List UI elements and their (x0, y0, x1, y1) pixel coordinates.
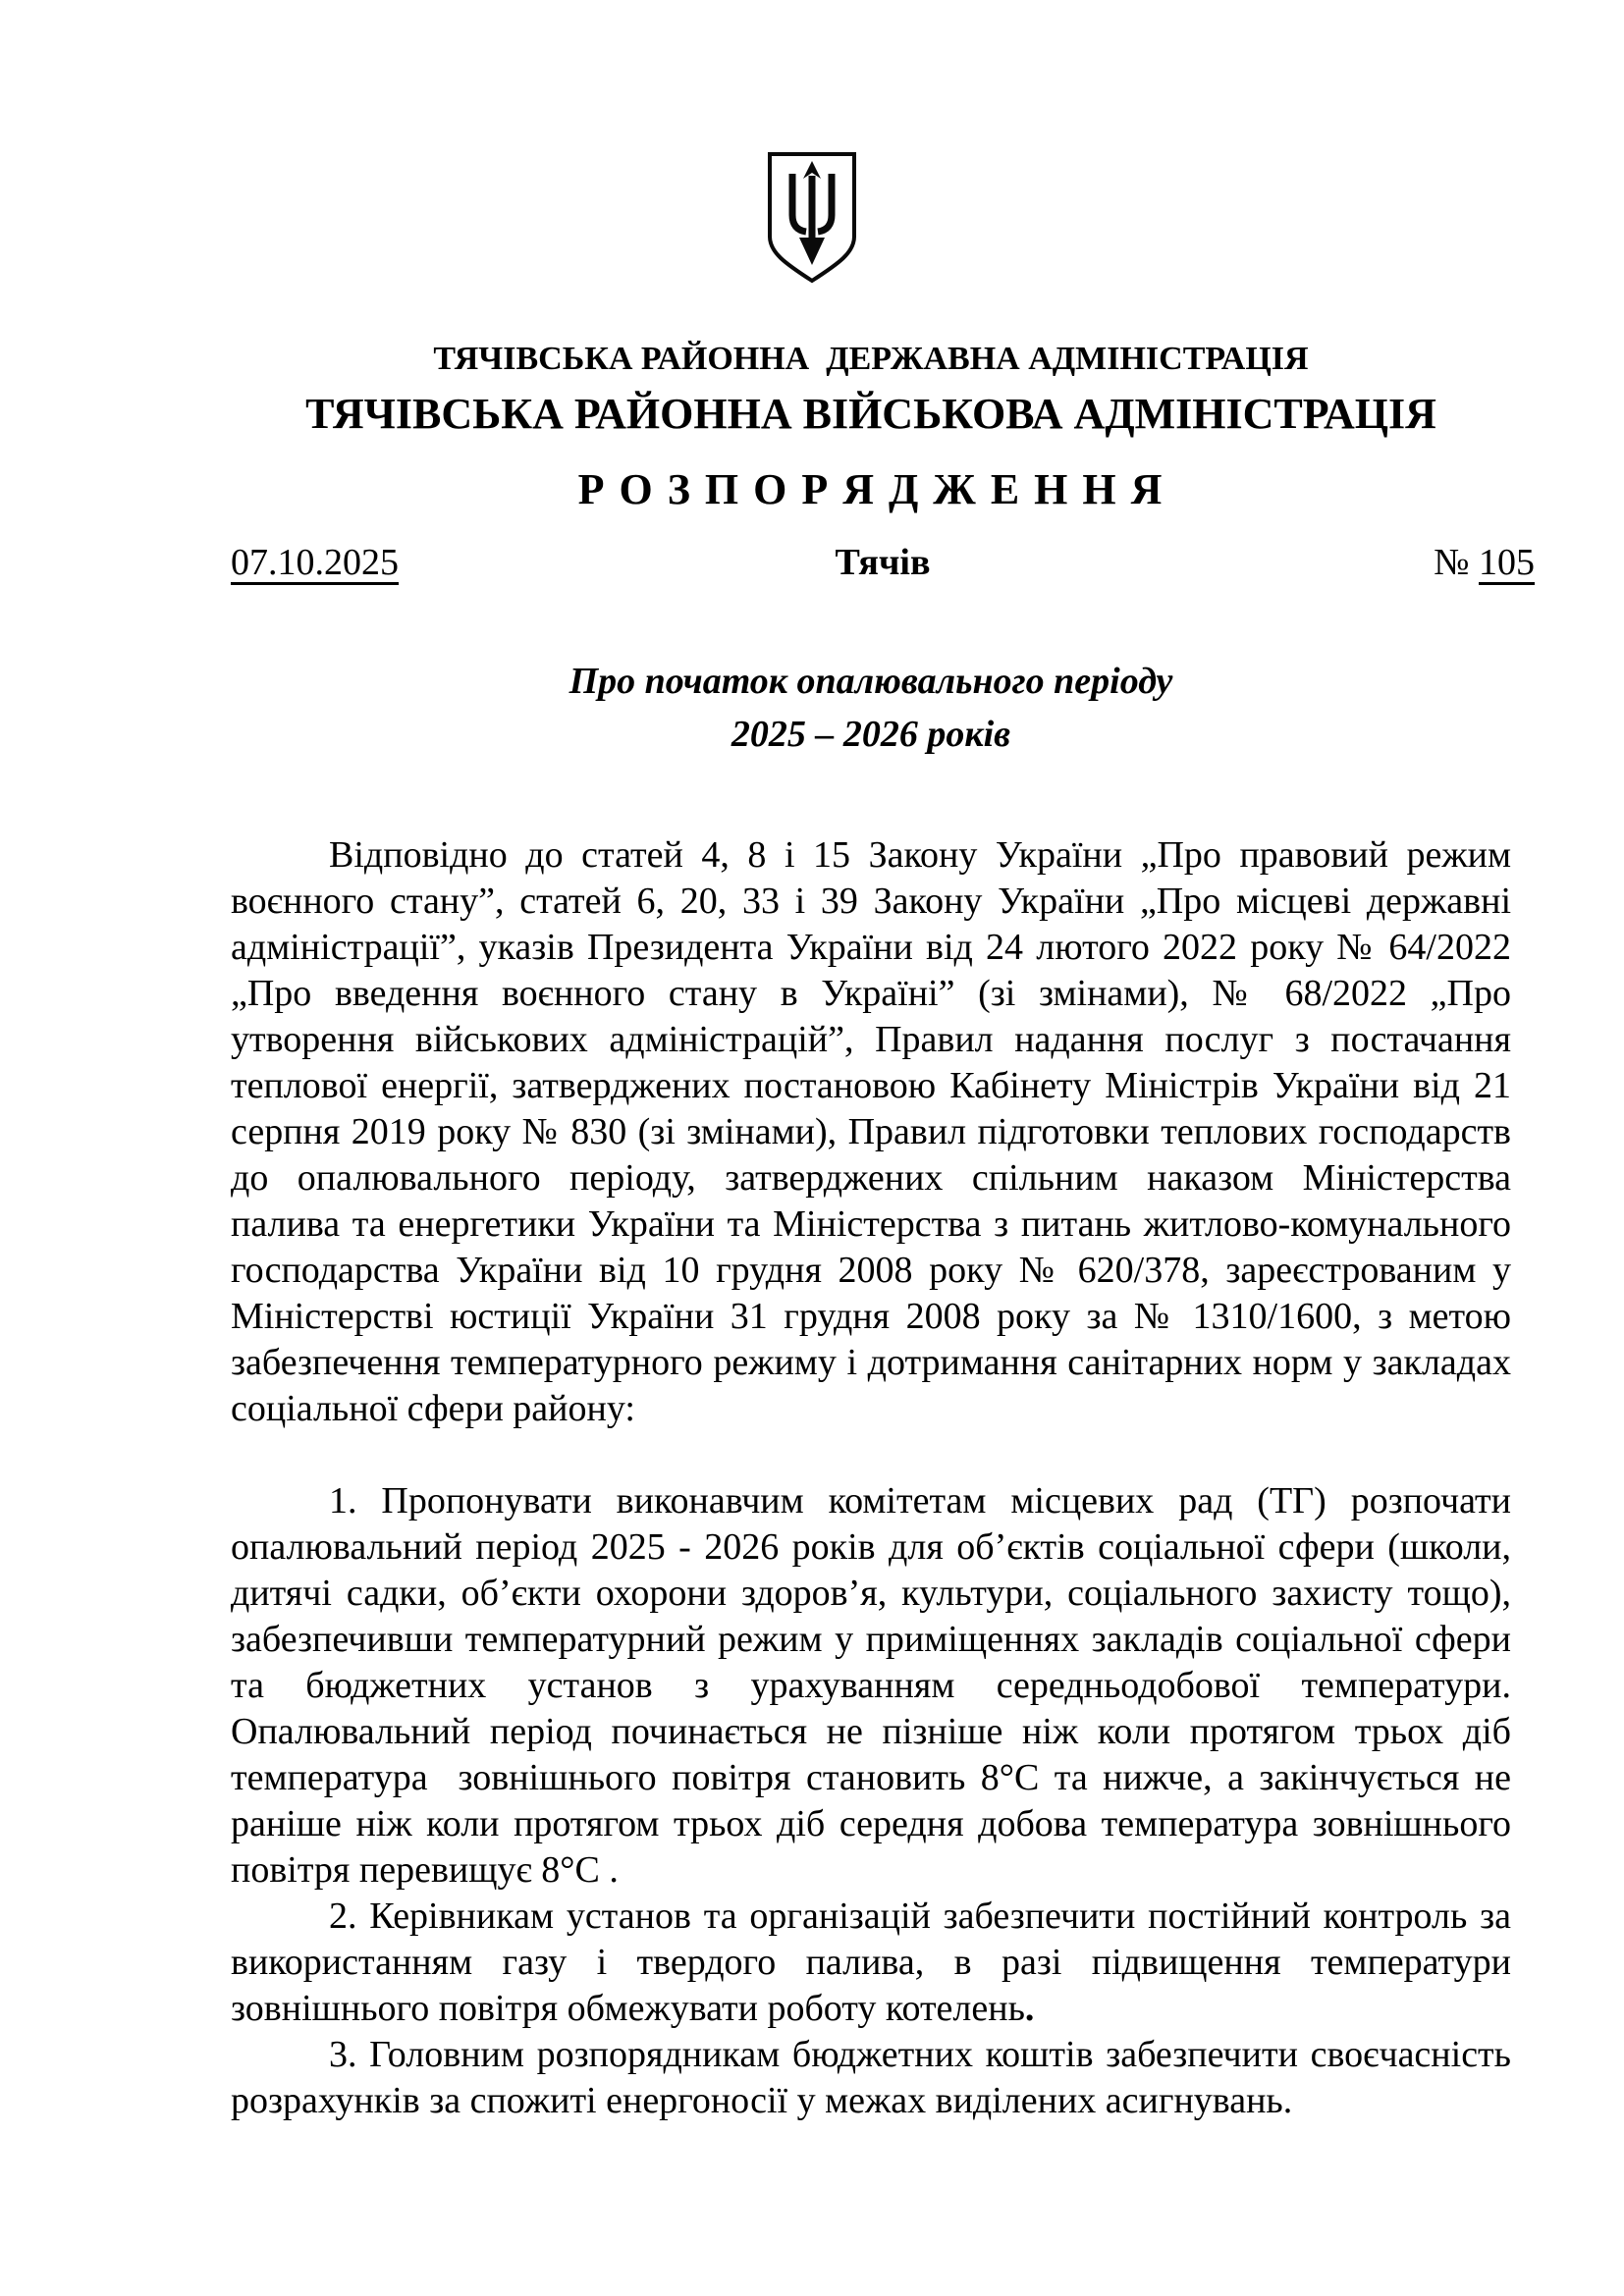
number-value: 105 (1479, 542, 1536, 583)
date-value: 07.10.2025 (231, 542, 399, 583)
org-name-military-administration: ТЯЧІВСЬКА РАЙОННА ВІЙСЬКОВА АДМІНІСТРАЦІЯ (305, 390, 1436, 438)
document-place: Тячів (835, 542, 931, 583)
document-date (231, 539, 666, 586)
subject-line-1: Про початок опалювального періоду (568, 661, 1173, 702)
emblem-container (0, 0, 1624, 290)
paragraph-item-2 (231, 1894, 1521, 2032)
document-type-heading: Р О З П О Р Я Д Ж Е Н Н Я (577, 465, 1164, 513)
meta-row (0, 539, 1624, 586)
org-name-state-administration: ТЯЧІВСЬКА РАЙОННА ДЕРЖАВНА АДМІНІСТРАЦІЯ (433, 341, 1309, 377)
document-subject (231, 655, 1511, 761)
paragraph-item-1: 1. Пропонувати виконавчим комітетам місцевих рад (ТГ) розпочати опалювальний період 2025 - 2026 років для об’єктів соціальної сфери (школи, дитячі садки, об’єкти охорони здоров’я, культури, соціального захисту тощо), забезпечивши температурний режим у приміщеннях закладів соціальної сфери та бюджетних установ з урахуванням середньодобової температури. Опалювальний період починається не пізніше ніж коли протягом трьох діб температура зовнішнього повітря становить 8°С та нижче, а закінчується не раніше ніж коли протягом трьох діб середня добова температура зовнішнього повітря перевищує 8°С . (231, 1480, 1521, 1891)
paragraph-item-3: 3. Головним розпорядникам бюджетних коштів забезпечити своєчасність розрахунків за спожиті енергоносії у межах виділених асигнувань. (231, 2034, 1521, 2121)
paragraph-item-2-bold-period: . (1024, 1988, 1035, 2029)
document-body (0, 655, 1624, 2124)
paragraph-item-2-text: 2. Керівникам установ та організацій забезпечити постійний контроль за використанням газу і твердого палива, в разі підвищення температури зовнішнього повітря обмежувати роботу котелень (231, 1896, 1521, 2029)
document-content (0, 339, 1624, 514)
ukraine-trident-emblem (765, 150, 859, 285)
document-number (1100, 539, 1535, 586)
subject-line-2: 2025 – 2026 років (731, 714, 1011, 755)
number-sign: № (1434, 542, 1470, 583)
paragraph-legal-basis: Відповідно до статей 4, 8 і 15 Закону України „Про правовий режим воєнного стану”, статей 6, 20, 33 і 39 Закону України „Про місцеві державні адміністрації”, указів Президента України від 24 лютого 2022 року № 64/2022 „Про введення воєнного стану в Україні” (зі змінами), № 68/2022 „Про утворення військових адміністрацій”, Правил надання послуг з постачання теплової енергії, затверджених постановою Кабінету Міністрів України від 21 серпня 2019 року № 830 (зі змінами), Правил підготовки теплових господарств до опалювального періоду, затверджених спільним наказом Міністерства палива та енергетики України та Міністерства з питань житлово-комунального господарства України від 10 грудня 2008 року № 620/378, зареєстрованим у Міністерстві юстиції України 31 грудня 2008 року за № 1310/1600, з метою забезпечення температурного режиму і дотримання санітарних норм у закладах соціальної сфери району: (231, 834, 1521, 1429)
